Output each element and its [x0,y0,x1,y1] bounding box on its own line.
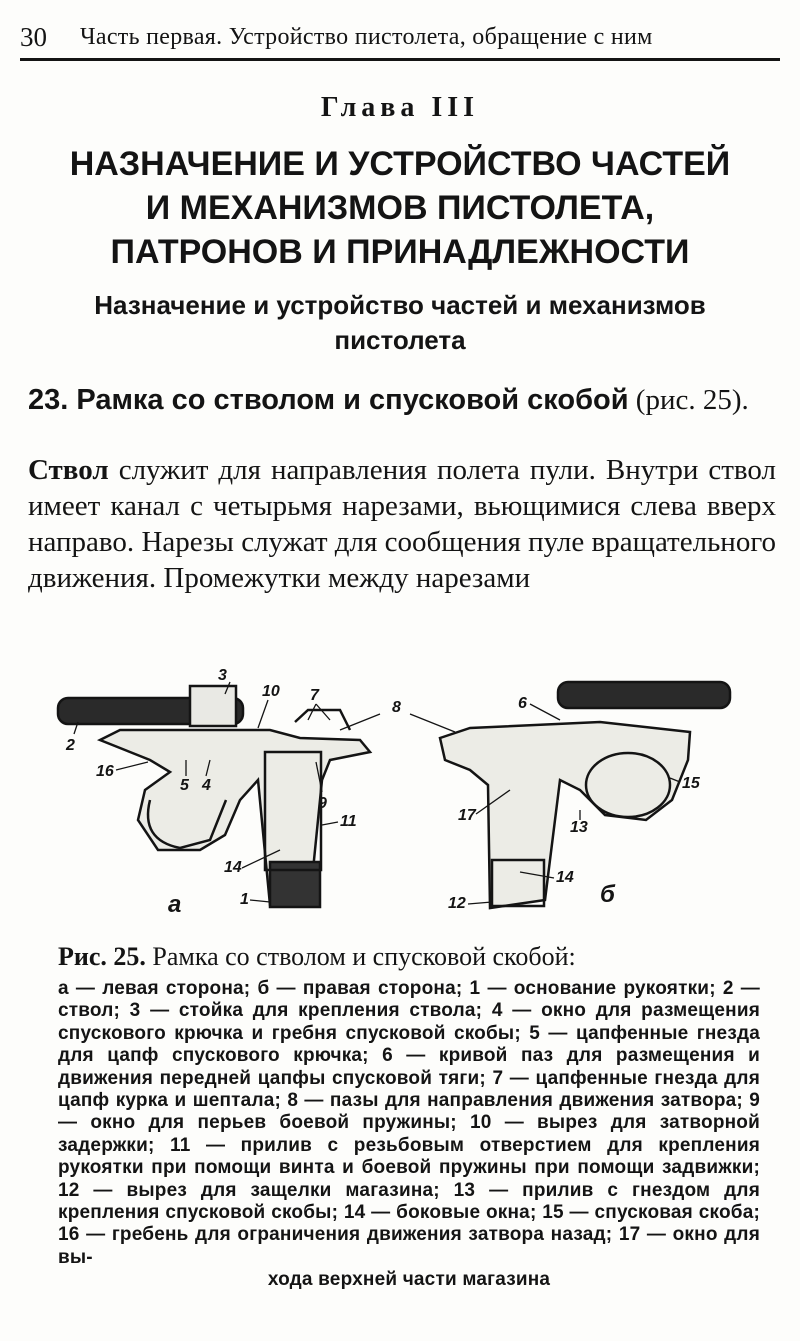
figure-caption-title [58,942,760,972]
view-letter-a: а [168,891,182,918]
callout-1: 1 [240,891,249,908]
section-title-line: пистолета [334,325,466,355]
callout-3: 3 [218,667,227,684]
chapter-title-line: ПАТРОНОВ И ПРИНАДЛЕЖНОСТИ [110,233,690,271]
body-paragraph [28,452,776,596]
callout-7: 7 [310,687,319,704]
chapter-title-line: И МЕХАНИЗМОВ ПИСТОЛЕТА, [145,189,655,227]
running-header [20,14,780,61]
caption-last-line: хода верхней части магазина [267,1269,551,1291]
chapter-label: Глава III [320,92,480,123]
paragraph-lead-term: Ствол [28,454,109,486]
callout-17: 17 [458,807,476,824]
chapter-title [20,142,780,274]
running-title: Часть первая. Устройство пистолета, обращение с ним [80,24,653,50]
callout-8: 8 [392,699,401,716]
callout-16: 16 [96,763,114,780]
callout-10: 10 [262,683,280,700]
item-heading [28,382,776,418]
figure-caption-legend [58,978,760,1292]
item-heading-text: 23. Рамка со стволом и спусковой скобой [28,384,629,416]
view-letter-b: б [600,881,615,908]
section-title [20,288,780,358]
chapter-title-line: НАЗНАЧЕНИЕ И УСТРОЙСТВО ЧАСТЕЙ [69,145,731,183]
right-side-frame-drawing [440,682,730,908]
callout-5: 5 [180,777,189,794]
page-number: 30 [20,22,47,52]
section-title-line: Назначение и устройство частей и механизмов [94,290,706,320]
callout-6: 6 [518,695,527,712]
caption-legend-text: а — левая сторона; б — правая сторона; 1 — основание рукоятки; 2 — ствол; 3 — стойка для крепления ствола; 4 — окно для размещения спускового крючка и гребня спусковой скобы; 5 — цапфенные гнезда для цапф спускового крючка; 6 — кривой паз для размещения и движения передней цапфы спусковой тяги; 7 — цапфенные гнезда для цапф курка и шептала; 8 — пазы для направления движения затвора; 9 — окно для перьев боевой пружины; 10 — вырез для затворной задержки; 11 — прилив с резьбовым отверстием для крепления рукоятки при помощи винта и боевой пружины при помощи задвижки; 12 — вырез для защелки магазина; 13 — прилив с гнездом для крепления спусковой скобы; 14 — боковые окна; 15 — спусковая скоба; 16 — гребень для ограничения движения затвора назад; 17 — окно для вы- [58,978,760,1268]
callout-12: 12 [448,895,466,912]
callout-11: 11 [340,813,357,830]
callout-4: 4 [202,777,211,794]
callout-13: 13 [570,819,588,836]
callout-15: 15 [682,775,700,792]
paragraph-text: служит для направления полета пули. Внутри ствол имеет канал с четырьмя нарезами, вьющимися слева вверх направо. Нарезы служат для сообщения пуле вращательного движения. Промежутки между нарезами [28,454,777,594]
callout-2: 2 [66,737,75,754]
callout-14: 14 [224,859,242,876]
figure-title: Рамка со стволом и спусковой скобой: [152,942,576,971]
figure-25-illustration [40,650,760,940]
figure-reference: (рис. 25). [635,384,749,416]
figure-label: Рис. 25. [58,942,146,971]
callout-14-right: 14 [556,869,574,886]
callout-9: 9 [318,795,327,812]
